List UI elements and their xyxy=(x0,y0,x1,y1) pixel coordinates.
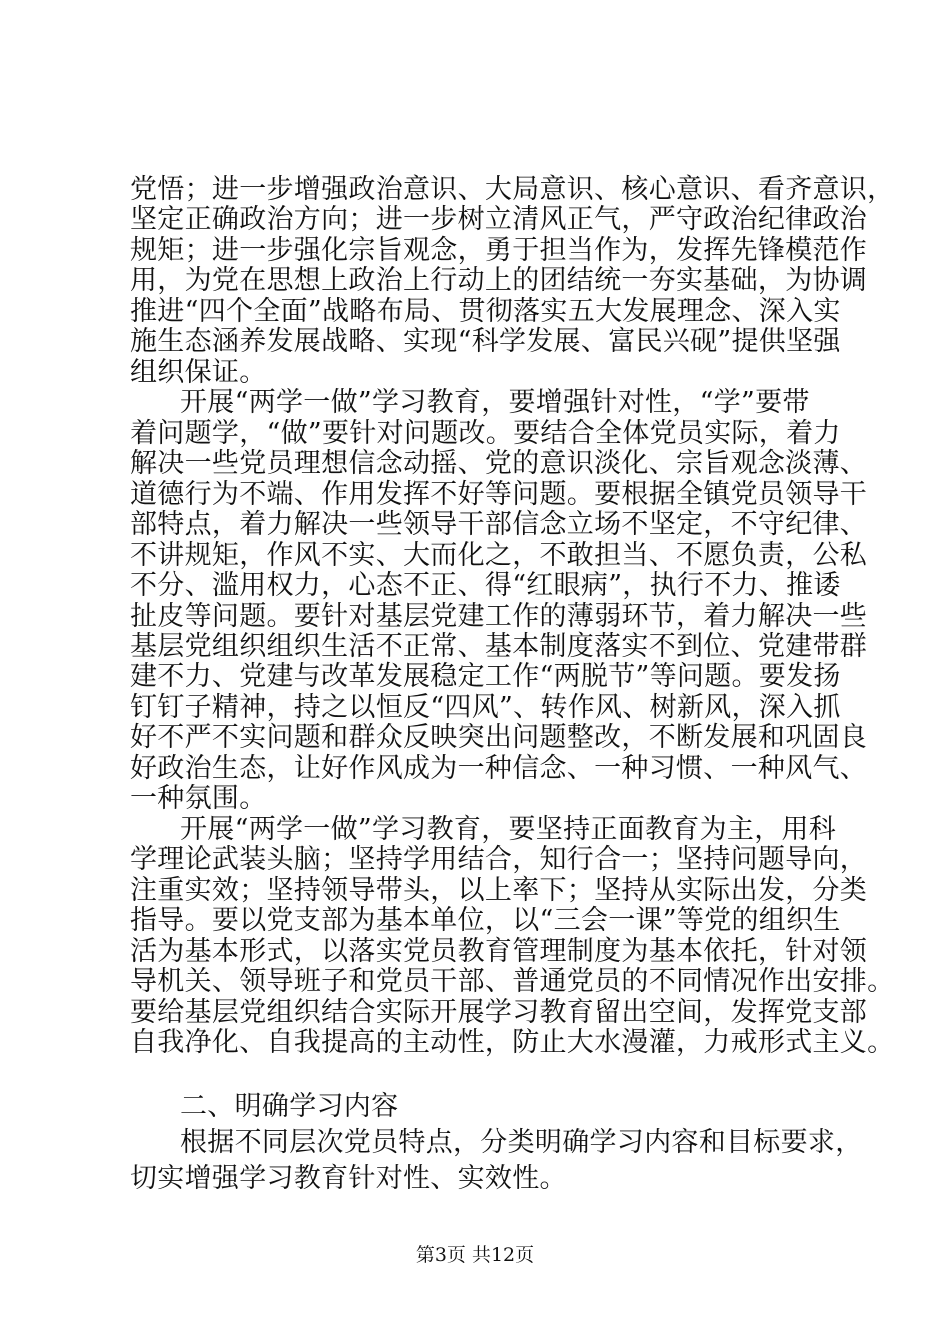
text-line: 切实增强学习教育针对性、实效性。 xyxy=(130,1163,567,1194)
text-line: 道德行为不端、作用发挥不好等问题。要根据全镇党员领导干 xyxy=(130,479,868,510)
text-line: 根据不同层次党员特点，分类明确学习内容和目标要求， xyxy=(180,1127,863,1158)
text-line: 规矩；进一步强化宗旨观念，勇于担当作为，发挥先锋模范作 xyxy=(130,235,868,266)
text-line: 好政治生态，让好作风成为一种信念、一种习惯、一种风气、 xyxy=(130,753,868,784)
text-line: 活为基本形式，以落实党员教育管理制度为基本依托，针对领 xyxy=(130,936,868,967)
text-line: 扯皮等问题。要针对基层党建工作的薄弱环节，着力解决一些 xyxy=(130,601,868,632)
text-line: 学理论武装头脑；坚持学用结合，知行合一；坚持问题导向， xyxy=(130,844,868,875)
section-heading: 二、明确学习内容 xyxy=(180,1091,399,1122)
text-line: 一种氛围。 xyxy=(130,783,267,814)
text-line: 着问题学，“做”要针对问题改。要结合全体党员实际，着力 xyxy=(130,418,841,449)
text-line: 党悟；进一步增强政治意识、大局意识、核心意识、看齐意识， xyxy=(130,174,895,205)
text-line: 钉钉子精神，持之以恒反“四风”、转作风、树新风，深入抓 xyxy=(130,692,841,723)
text-line: 导机关、领导班子和党员干部、普通党员的不同情况作出安排。 xyxy=(130,966,895,997)
text-line: 要给基层党组织结合实际开展学习教育留出空间，发挥党支部 xyxy=(130,997,868,1028)
text-line: 不讲规矩，作风不实、大而化之，不敢担当、不愿负责，公私 xyxy=(130,540,868,571)
text-line: 推进“四个全面”战略布局、贯彻落实五大发展理念、深入实 xyxy=(130,296,841,327)
text-line: 不分、滥用权力，心态不正、得“红眼病”，执行不力、推诿 xyxy=(130,570,841,601)
text-line: 开展“两学一做”学习教育，要增强针对性，“学”要带 xyxy=(180,387,810,418)
page-number-footer: 第3页 共12页 xyxy=(415,1244,535,1266)
text-line: 开展“两学一做”学习教育，要坚持正面教育为主，用科 xyxy=(180,814,837,845)
text-line: 施生态涵养发展战略、实现“科学发展、富民兴砚”提供坚强 xyxy=(130,326,841,357)
text-line: 好不严不实问题和群众反映突出问题整改，不断发展和巩固良 xyxy=(130,722,868,753)
text-line: 指导。要以党支部为基本单位，以“三会一课”等党的组织生 xyxy=(130,905,841,936)
text-line: 基层党组织组织生活不正常、基本制度落实不到位、党建带群 xyxy=(130,631,868,662)
text-line: 自我净化、自我提高的主动性，防止大水漫灌，力戒形式主义。 xyxy=(130,1027,895,1058)
text-line: 坚定正确政治方向；进一步树立清风正气，严守政治纪律政治 xyxy=(130,204,868,235)
text-line: 解决一些党员理想信念动摇、党的意识淡化、宗旨观念淡薄、 xyxy=(130,448,868,479)
text-line: 用，为党在思想上政治上行动上的团结统一夯实基础，为协调 xyxy=(130,265,868,296)
text-line: 注重实效；坚持领导带头，以上率下；坚持从实际出发，分类 xyxy=(130,875,868,906)
text-line: 建不力、党建与改革发展稳定工作“两脱节”等问题。要发扬 xyxy=(130,661,841,692)
text-line: 组织保证。 xyxy=(130,357,267,388)
text-line: 部特点，着力解决一些领导干部信念立场不坚定，不守纪律、 xyxy=(130,509,868,540)
